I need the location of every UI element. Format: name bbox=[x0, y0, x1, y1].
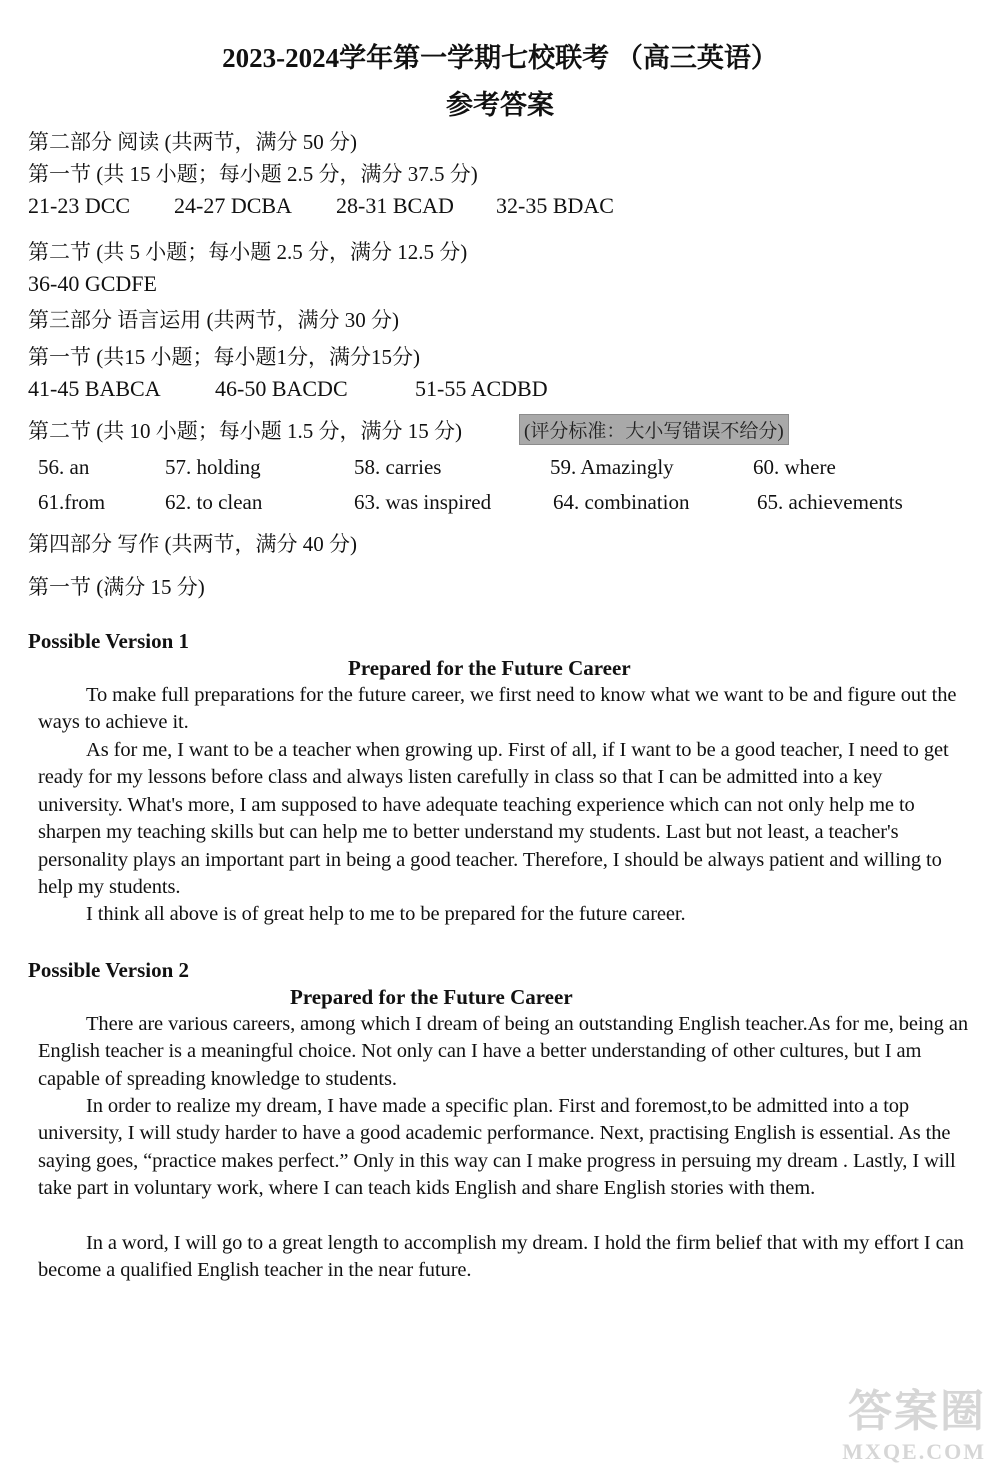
fill-answer: 56. an bbox=[38, 455, 90, 479]
answer-group: 46-50 BACDC bbox=[215, 376, 348, 401]
version2-paragraph: In a word, I will go to a great length to accomplish my dream. I hold the firm belief that with my effort I can become a qualified English teacher in the near future. bbox=[38, 1232, 964, 1282]
fill-answer: 62. to clean bbox=[165, 490, 263, 514]
version1-paragraph: I think all above is of great help to me to be prepared for the future career. bbox=[86, 903, 686, 925]
part2-sec1-heading: 第一节 (共 15 小题；每小题 2.5 分，满分 37.5 分) bbox=[28, 162, 478, 186]
fill-answer: 59. Amazingly bbox=[550, 455, 674, 479]
watermark-site: MXQE.COM bbox=[842, 1439, 986, 1464]
version1-paragraph: To make full preparations for the future career, we first need to know what we want to be and figure out the ways to achieve it. bbox=[38, 684, 957, 734]
part2-heading: 第二部分 阅读 (共两节，满分 50 分) bbox=[28, 130, 357, 154]
part3-heading: 第三部分 语言运用 (共两节，满分 30 分) bbox=[28, 308, 399, 332]
fill-answer: 60. where bbox=[753, 455, 836, 479]
answer-group: 28-31 BCAD bbox=[336, 193, 454, 218]
version2-paragraph: In order to realize my dream, I have made a specific plan. First and foremost,to be admitted into a top university, I will study harder to have a good academic performance. Next, practising English is essential. As the saying goes, “practice makes perfect.” Only in this way can I make progress in persuing my dream . Lastly, I will take part in voluntary work, where I can teach kids English and share English stories with them. bbox=[38, 1095, 956, 1200]
answer-group: 24-27 DCBA bbox=[174, 193, 292, 218]
part3-sec2-heading: 第二节 (共 10 小题；每小题 1.5 分，满分 15 分) bbox=[28, 419, 462, 443]
part4-heading: 第四部分 写作 (共两节，满分 40 分) bbox=[28, 532, 357, 556]
fill-answer: 58. carries bbox=[354, 455, 442, 479]
page-title: 2023-2024学年第一学期七校联考 （高三英语） bbox=[222, 43, 778, 73]
watermark-logo: 答案圈 bbox=[848, 1387, 986, 1436]
grading-note: (评分标准：大小写错误不给分) bbox=[519, 414, 789, 445]
answer-group: 51-55 ACDBD bbox=[415, 376, 548, 401]
part3-sec1-heading: 第一节 (共15 小题；每小题1分，满分15分) bbox=[28, 345, 420, 369]
answer-group: 21-23 DCC bbox=[28, 193, 131, 218]
answer-group: 41-45 BABCA bbox=[28, 376, 161, 401]
fill-answer: 63. was inspired bbox=[354, 490, 492, 514]
part4-sec1-heading: 第一节 (满分 15 分) bbox=[28, 575, 205, 599]
page-subtitle: 参考答案 bbox=[446, 90, 554, 120]
part2-sec2-heading: 第二节 (共 5 小题；每小题 2.5 分，满分 12.5 分) bbox=[28, 240, 468, 264]
fill-answer: 61.from bbox=[38, 490, 106, 514]
fill-answer: 64. combination bbox=[553, 490, 690, 514]
site-watermark bbox=[842, 1375, 986, 1465]
version2-title: Prepared for the Future Career bbox=[290, 985, 573, 1009]
version1-paragraph: As for me, I want to be a teacher when growing up. First of all, if I want to be a good teacher, I need to get ready for my lessons before class and always listen carefully in class so that I can be admitted into a key university. What's more, I am supposed to have adequate teaching experience which can not only help me to sharpen my teaching skills but can help me to better understand my students. Last but not least, a teacher's personality plays an important part in being a good teacher. Therefore, I should be always patient and willing to help my students. bbox=[38, 739, 949, 899]
answer-group: 32-35 BDAC bbox=[496, 193, 614, 218]
version1-label: Possible Version 1 bbox=[28, 629, 190, 653]
version2-label: Possible Version 2 bbox=[28, 958, 190, 982]
version1-title: Prepared for the Future Career bbox=[348, 656, 631, 680]
fill-answer: 57. holding bbox=[165, 455, 261, 479]
version2-paragraph: There are various careers, among which I dream of being an outstanding English teacher.As for me, being an English teacher is a meaningful choice. Not only can I have a better understanding of other cultures, but I am capable of spreading knowledge to students. bbox=[38, 1013, 968, 1090]
answer-group: 36-40 GCDFE bbox=[28, 271, 157, 296]
fill-answer: 65. achievements bbox=[757, 490, 903, 514]
